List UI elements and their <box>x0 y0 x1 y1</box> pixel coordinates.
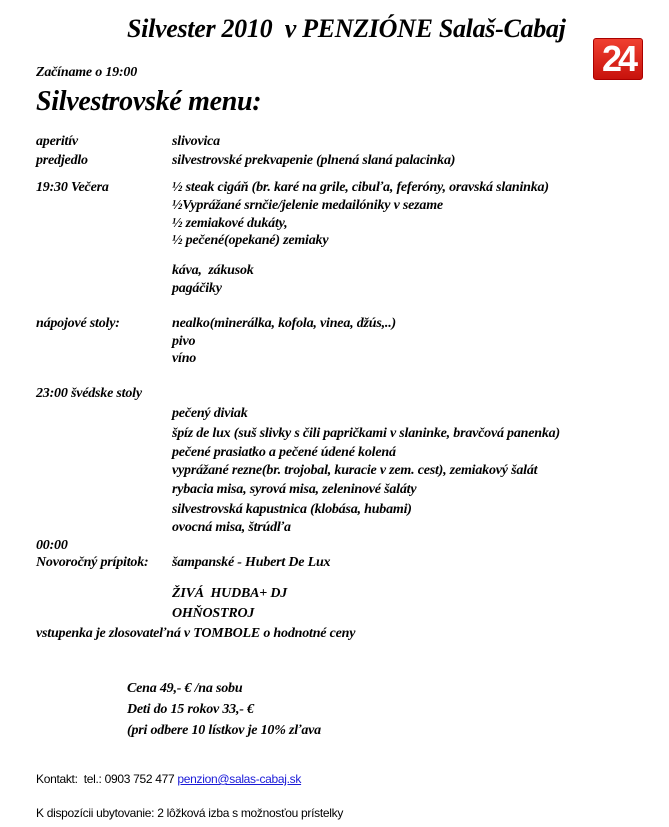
vecera-item: ½ pečené(opekané) zemiaky <box>172 233 329 248</box>
svedske-item: rybacia misa, syrová misa, zeleninové šaláty <box>172 482 417 497</box>
vecera-item: ½ steak cigáň (br. karé na grile, cibuľa, feferóny, oravská slaninka) <box>172 180 549 195</box>
start-time: Začíname o 19:00 <box>36 65 138 80</box>
napoje-item: víno <box>172 351 197 366</box>
vecera-item: ½ zemiakové dukáty, <box>172 216 288 231</box>
aperitiv-value: slivovica <box>172 134 220 149</box>
napoje-item: pivo <box>172 334 196 349</box>
price-line: Deti do 15 rokov 33,- € <box>127 702 254 717</box>
contact-line <box>36 772 301 786</box>
contact-label: Kontakt: tel.: 0903 752 477 <box>36 772 178 786</box>
page-title: Silvester 2010 v PENZIÓNE Salaš-Cabaj <box>127 14 566 43</box>
svedske-item: ovocná misa, štrúdľa <box>172 520 291 535</box>
accommodation-note: K dispozícii ubytovanie: 2 lôžková izba s možnosťou prístelky <box>36 806 344 820</box>
svedske-label: 23:00 švédske stoly <box>36 386 142 401</box>
tombola-note: vstupenka je zlosovateľná v TOMBOLE o hodnotné ceny <box>36 626 356 641</box>
svedske-item: pečený diviak <box>172 406 248 421</box>
predjedlo-label: predjedlo <box>36 153 88 168</box>
napoje-label: nápojové stoly: <box>36 316 120 331</box>
predjedlo-value: silvestrovské prekvapenie (plnená slaná palacinka) <box>172 153 456 168</box>
midnight-time: 00:00 <box>36 538 68 553</box>
napoje-item: nealko(minerálka, kofola, vinea, džús,..) <box>172 316 396 331</box>
svedske-item: vyprážané rezne(br. trojobal, kuracie v zem. cest), zemiakový šalát <box>172 463 538 478</box>
aperitiv-label: aperitív <box>36 134 78 149</box>
menu-heading: Silvestrovské menu: <box>36 86 262 117</box>
svedske-item: silvestrovská kapustnica (klobása, hubami) <box>172 502 412 517</box>
price-line: Cena 49,- € /na sobu <box>127 681 243 696</box>
dessert-item: pagáčiky <box>172 281 222 296</box>
price-line: (pri odbere 10 lístkov je 10% zľava <box>127 723 321 738</box>
svedske-item: špíz de lux (suš slivky s čili papričkami v slaninke, bravčová panenka) <box>172 426 560 441</box>
dessert-item: káva, zákusok <box>172 263 254 278</box>
email-link[interactable]: penzion@salas-cabaj.sk <box>177 772 302 786</box>
vecera-label: 19:30 Večera <box>36 180 109 195</box>
svedske-item: pečené prasiatko a pečené údené kolená <box>172 445 396 460</box>
logo-24-icon[interactable]: 24 <box>593 38 643 80</box>
vecera-item: ½Vyprážané srnčie/jelenie medailóniky v sezame <box>172 198 443 213</box>
extra-item: ŽIVÁ HUDBA+ DJ <box>172 586 288 601</box>
toast-label: Novoročný prípitok: <box>36 555 149 570</box>
extra-item: OHŇOSTROJ <box>172 606 255 621</box>
toast-value: šampanské - Hubert De Lux <box>172 555 331 570</box>
